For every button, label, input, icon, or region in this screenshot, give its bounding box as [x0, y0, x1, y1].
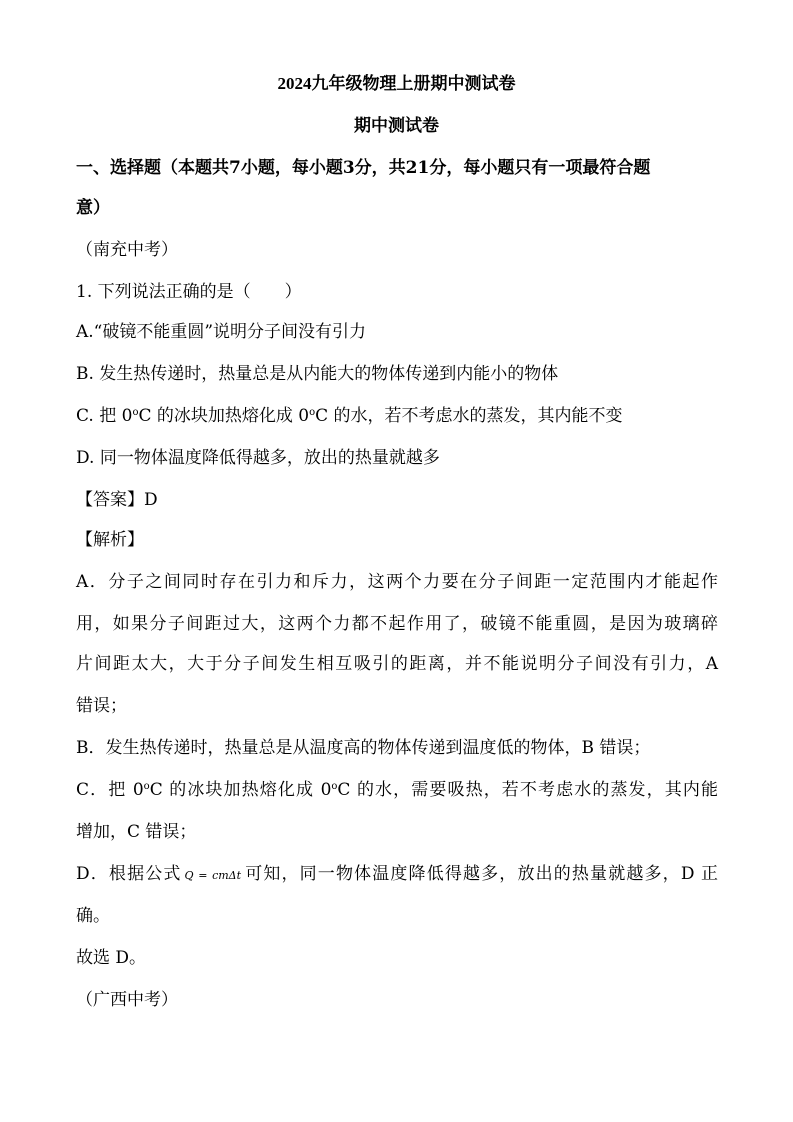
analysis-a-line4: 错误；: [76, 696, 127, 716]
option-b: B. 发生热传递时，热量总是从内能大的物体传递到内能小的物体: [76, 364, 559, 384]
conclusion-line: 故选 D。: [76, 948, 147, 968]
question-stem: 1. 下列说法正确的是（ ）: [76, 282, 302, 302]
question-source: （南充中考）: [76, 240, 178, 260]
option-c-text: C 的冰块加热熔化成 0: [138, 406, 310, 426]
option-d: D. 同一物体温度降低得越多，放出的热量就越多: [76, 448, 440, 468]
analysis-c-line1: [76, 778, 718, 802]
option-c-text: C. 把 0: [76, 406, 133, 426]
analysis-d-text: D．根据公式: [76, 864, 182, 884]
degree-mark: o: [132, 407, 139, 418]
degree-mark: o: [331, 781, 338, 792]
analysis-d-text: 可知，同一物体温度降低得越多，放出的热量就越多，D 正: [244, 864, 718, 884]
answer-line: 【答案】D: [76, 490, 158, 510]
next-question-source: （广西中考）: [76, 990, 178, 1010]
analysis-c-line2: 增加，C 错误；: [76, 822, 197, 842]
page-subtitle: 期中测试卷: [354, 116, 439, 135]
analysis-d-line1: [76, 862, 718, 888]
degree-mark: o: [143, 781, 150, 792]
analysis-b-line1: B．发生热传递时，热量总是从温度高的物体传递到温度低的物体，B 错误；: [76, 738, 651, 758]
section-heading-line2: 意）: [76, 198, 110, 218]
option-a: A.“破镜不能重圆”说明分子间没有引力: [76, 322, 367, 342]
analysis-a-line1: A．分子之间同时存在引力和斥力，这两个力要在分子间距一定范围内才能起作: [76, 572, 718, 592]
option-c-text: C 的水，若不考虑水的蒸发，其内能不变: [315, 406, 623, 426]
analysis-label: 【解析】: [76, 530, 144, 550]
option-c: [76, 404, 718, 428]
analysis-c-text: C．把 0: [76, 780, 144, 800]
analysis-a-line3: 片间距太大，大于分子间发生相互吸引的距离，并不能说明分子间没有引力，A: [76, 654, 718, 674]
analysis-c-text: C 的冰块加热熔化成 0: [149, 780, 332, 800]
page-title: 2024九年级物理上册期中测试卷: [277, 74, 516, 93]
section-heading-line1: 一、选择题（本题共7小题，每小题3分，共21分，每小题只有一项最符合题: [76, 158, 651, 178]
analysis-a-line2: 用，如果分子间距过大，这两个力都不起作用了，破镜不能重圆，是因为玻璃碎: [76, 614, 718, 634]
degree-mark: o: [309, 407, 316, 418]
analysis-d-line2: 确。: [76, 906, 110, 926]
analysis-c-text: C 的水，需要吸热，若不考虑水的蒸发，其内能: [337, 780, 718, 800]
heat-formula: Q = cmΔt: [184, 869, 242, 882]
